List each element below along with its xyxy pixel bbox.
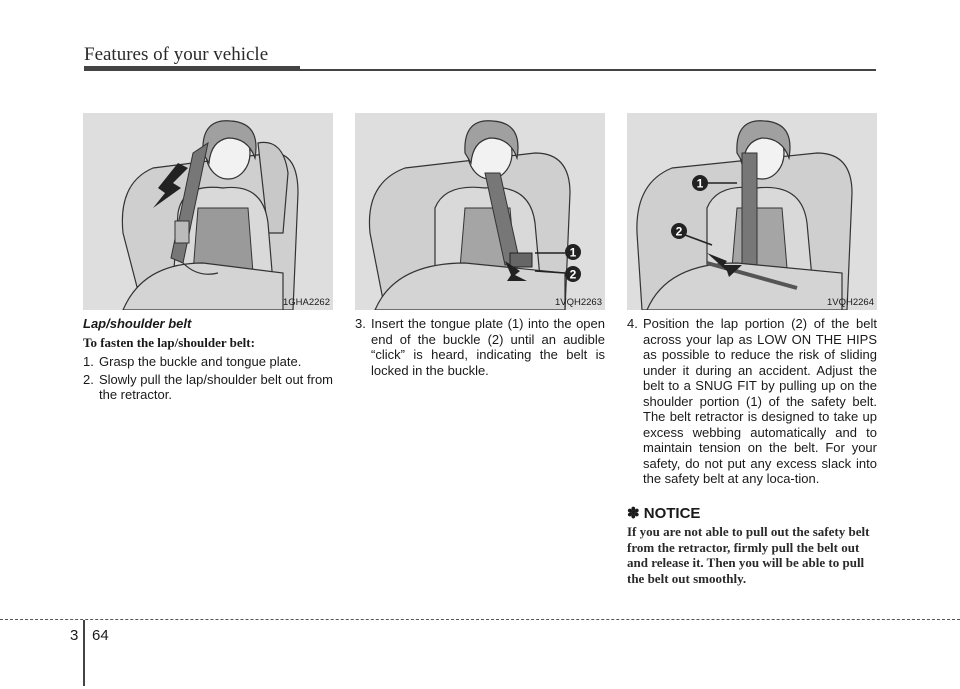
step-number: 1. [83,354,94,369]
step-text: Position the lap portion (2) of the belt across your lap as LOW ON THE HIPS as possible to reduce the risk of sliding under it during an accident. Adjust the belt to a SNUG FIT by pulling up on the shoulder portion (1) of the safety belt. The belt retractor is designed to take up excess webbing automatically and to maintain tension on the belt. For your safety, do not put any excess slack into the safety belt at any loca-tion. [643,316,877,486]
footer-dashed-rule [0,619,960,620]
header-rule-thin [300,69,876,71]
illustration-woman-seat-grasp [83,113,333,310]
step-number: 4. [627,316,638,331]
notice-text: If you are not able to pull out the safety belt from the retractor, firmly pull the belt out and release it. Then you will be able to pull the belt out smoothly. [627,524,870,586]
step-item [83,354,333,370]
step-item [627,316,877,487]
step-item [355,316,605,378]
section-title: Lap/shoulder belt [83,316,192,331]
header-rule-thick [84,66,300,71]
figure-code: 1VQH2263 [554,297,602,308]
page-number: 64 [92,627,109,644]
step-text: Grasp the buckle and tongue plate. [99,354,302,369]
marker-1: 1 [696,176,704,191]
marker-2: 2 [675,224,683,239]
figure-grasp-belt [83,113,333,310]
illustration-woman-seat-adjust [627,113,877,310]
page-header-title: Features of your vehicle [84,44,269,65]
subheading: To fasten the lap/shoulder belt: [83,334,255,350]
step-text: Slowly pull the lap/shoulder belt out from the retractor. [99,371,333,402]
column-1 [83,316,333,405]
figure-position-lap [627,113,877,310]
illustration-woman-seat-buckle [355,113,605,310]
chapter-number: 3 [70,627,79,644]
figure-insert-tongue [355,113,605,310]
column-3 [627,316,877,586]
notice-title: ✽ NOTICE [627,504,701,522]
marker-2: 2 [569,267,577,282]
figure-code: 1VQH2264 [826,297,874,308]
step-text: Insert the tongue plate (1) into the open end of the buckle (2) until an audible “click” is heard, indicating the belt is locked in the buckle. [371,316,605,378]
step-number: 2. [83,371,94,387]
column-2 [355,316,605,380]
footer-vertical-rule [83,620,85,686]
marker-1: 1 [569,245,577,260]
step-number: 3. [355,316,366,331]
figure-code: 1GHA2262 [282,297,330,308]
step-item [83,372,333,403]
